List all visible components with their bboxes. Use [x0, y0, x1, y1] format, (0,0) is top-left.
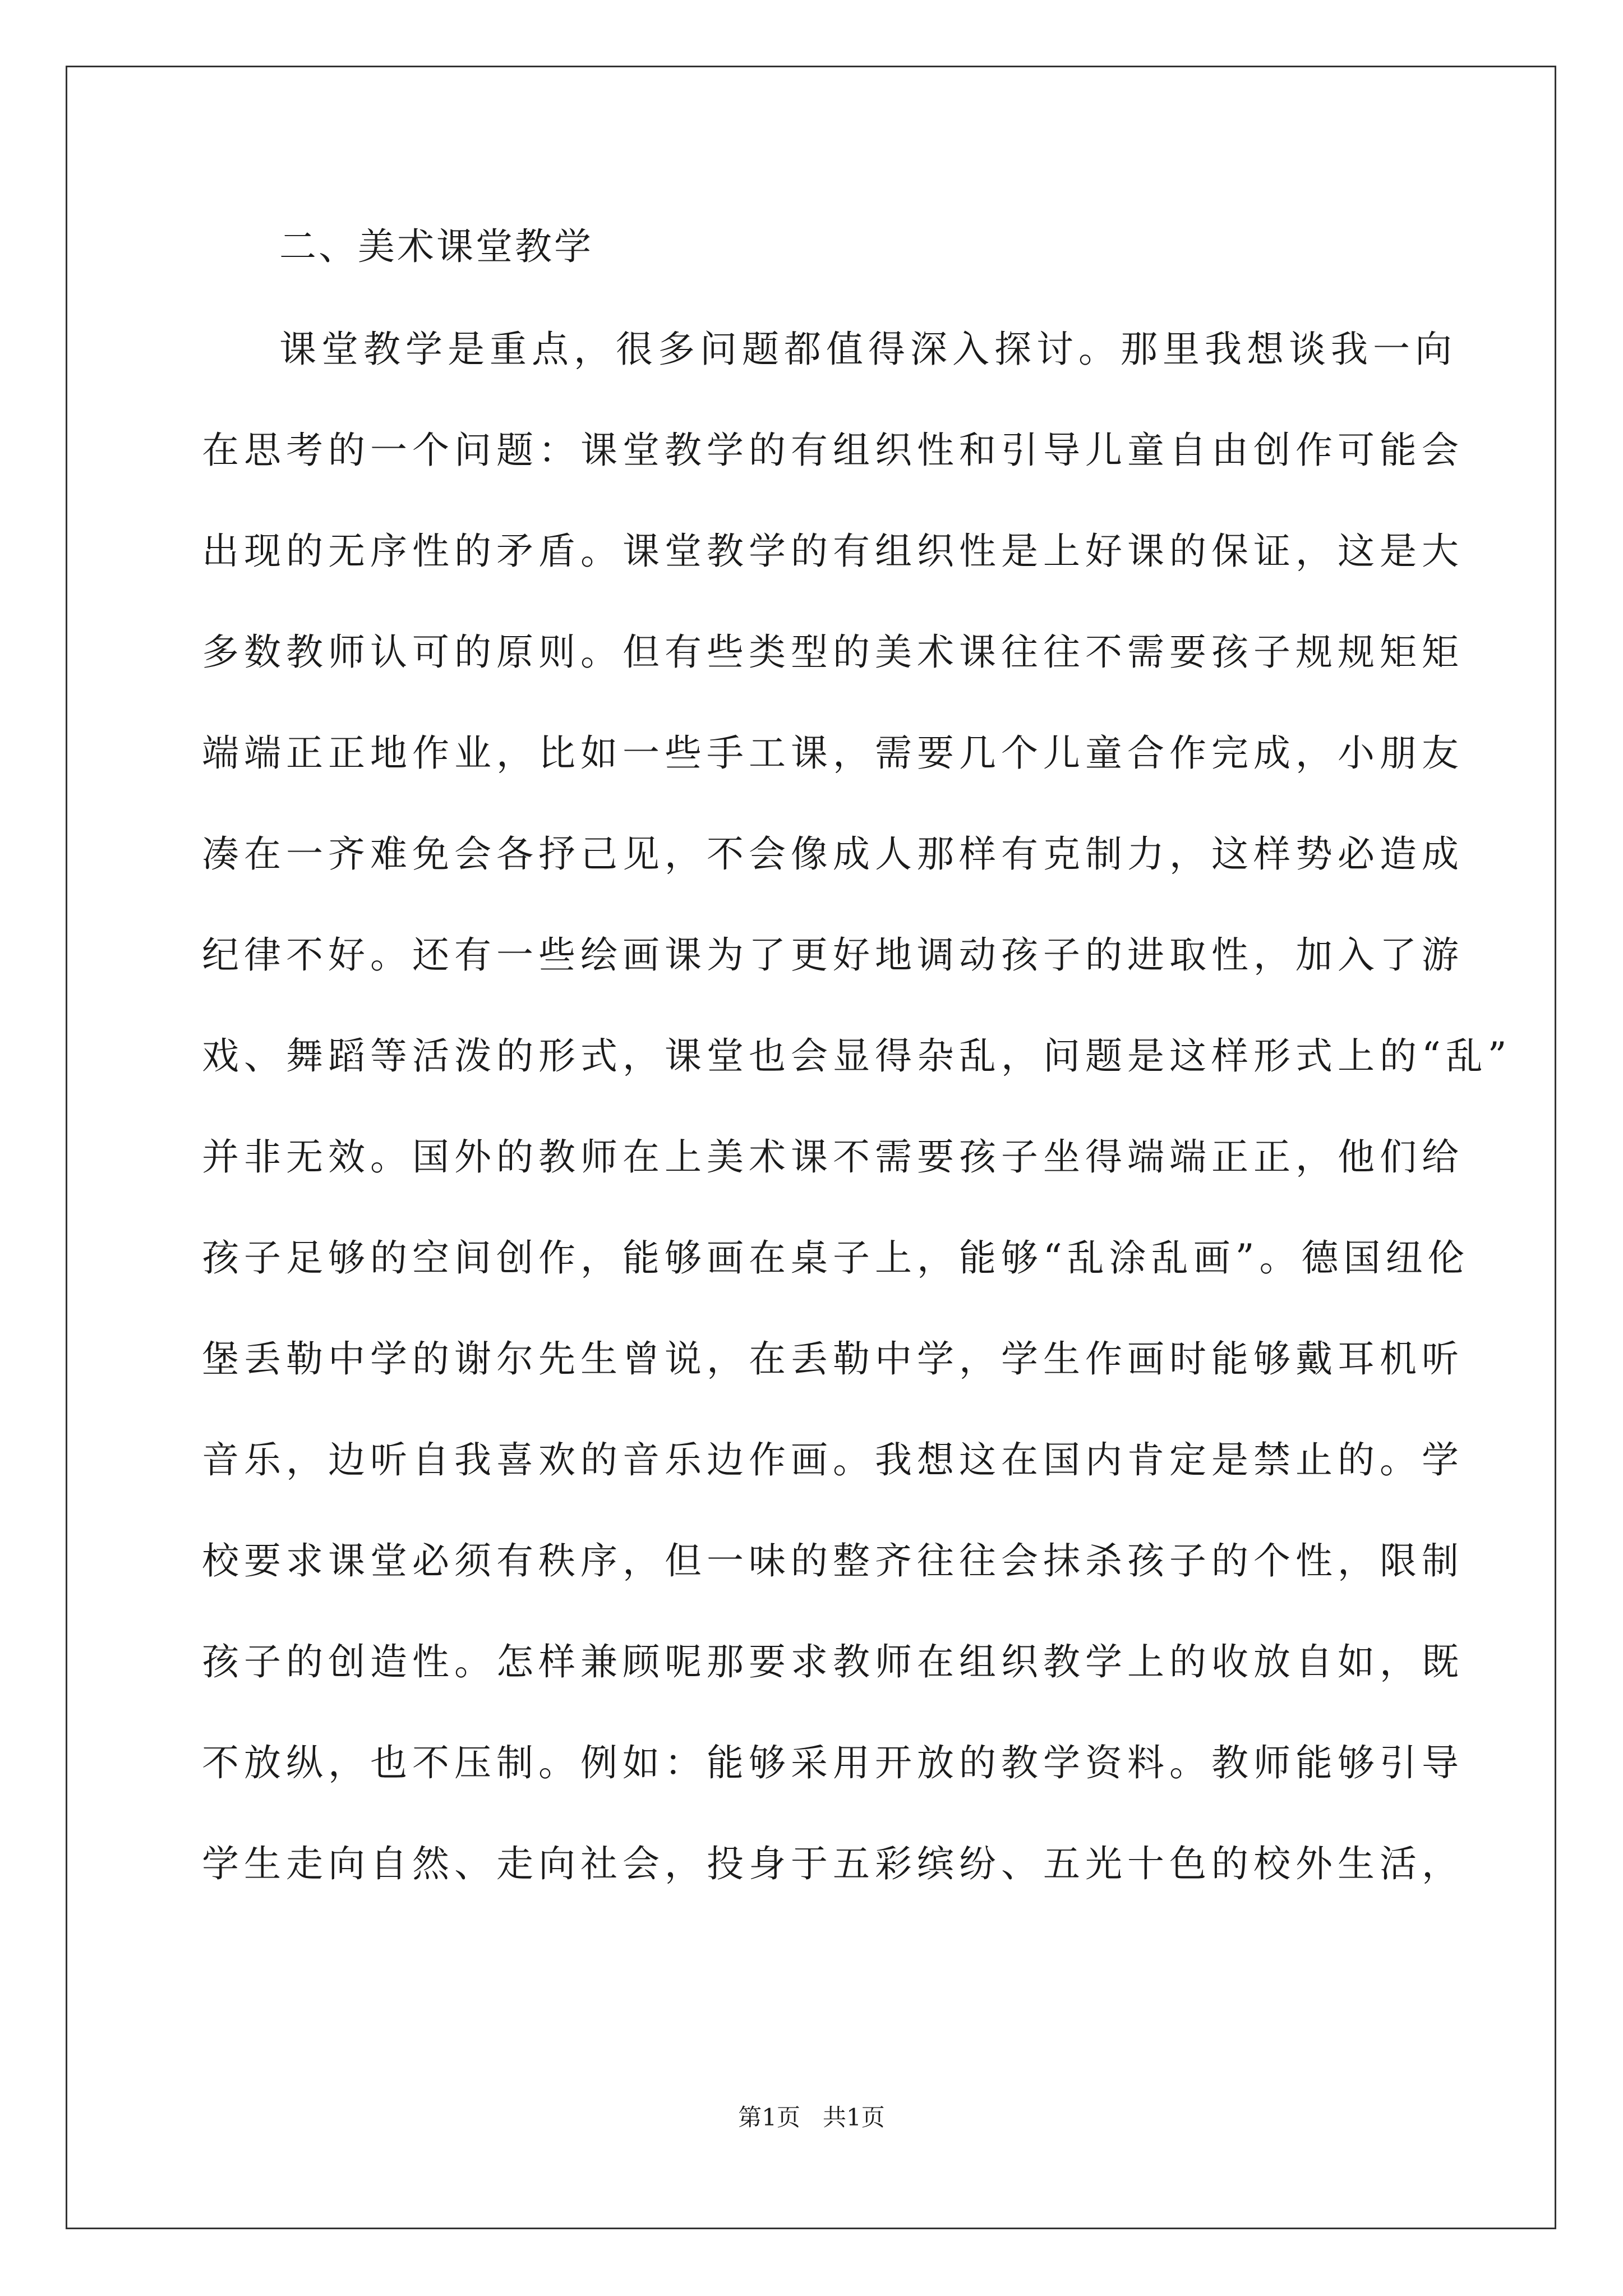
paragraph-line: 音乐，边听自我喜欢的音乐边作画。我想这在国内肯定是禁止的。学 — [202, 1438, 1464, 1481]
paragraph-line: 课堂教学是重点，很多问题都值得深入探讨。那里我想谈我一向 — [279, 328, 1457, 371]
page-footer — [0, 2101, 1623, 2134]
section-heading: 二、美术课堂教学 — [279, 225, 593, 268]
paragraph-line: 凑在一齐难免会各抒己见，不会像成人那样有克制力，这样势必造成 — [202, 832, 1464, 876]
paragraph-line: 端端正正地作业，比如一些手工课，需要几个儿童合作完成，小朋友 — [202, 731, 1464, 775]
paragraph-line: 戏、舞蹈等活泼的形式，课堂也会显得杂乱，问题是这样形式上的“乱” — [202, 1034, 1512, 1078]
paragraph-line: 多数教师认可的原则。但有些类型的美术课往往不需要孩子规规矩矩 — [202, 631, 1464, 674]
paragraph-line: 孩子足够的空间创作，能够画在桌子上，能够“乱涂乱画”。德国纽伦 — [202, 1236, 1470, 1280]
paragraph-line: 不放纵，也不压制。例如：能够采用开放的教学资料。教师能够引导 — [202, 1741, 1464, 1784]
page-number-current: 第1页 — [738, 2104, 800, 2131]
page-number-total: 共1页 — [823, 2104, 885, 2131]
paragraph-line: 校要求课堂必须有秩序，但一味的整齐往往会抹杀孩子的个性，限制 — [202, 1539, 1464, 1582]
paragraph-line: 堡丢勒中学的谢尔先生曾说，在丢勒中学，学生作画时能够戴耳机听 — [202, 1337, 1464, 1381]
paragraph-line: 纪律不好。还有一些绘画课为了更好地调动孩子的进取性，加入了游 — [202, 933, 1464, 977]
paragraph-line: 学生走向自然、走向社会，投身于五彩缤纷、五光十色的校外生活， — [202, 1842, 1464, 1885]
paragraph-line: 出现的无序性的矛盾。课堂教学的有组织性是上好课的保证，这是大 — [202, 530, 1464, 573]
paragraph-line: 孩子的创造性。怎样兼顾呢那要求教师在组织教学上的收放自如，既 — [202, 1640, 1464, 1683]
paragraph-line: 并非无效。国外的教师在上美术课不需要孩子坐得端端正正，他们给 — [202, 1135, 1464, 1179]
paragraph-line: 在思考的一个问题：课堂教学的有组织性和引导儿童自由创作可能会 — [202, 429, 1464, 472]
